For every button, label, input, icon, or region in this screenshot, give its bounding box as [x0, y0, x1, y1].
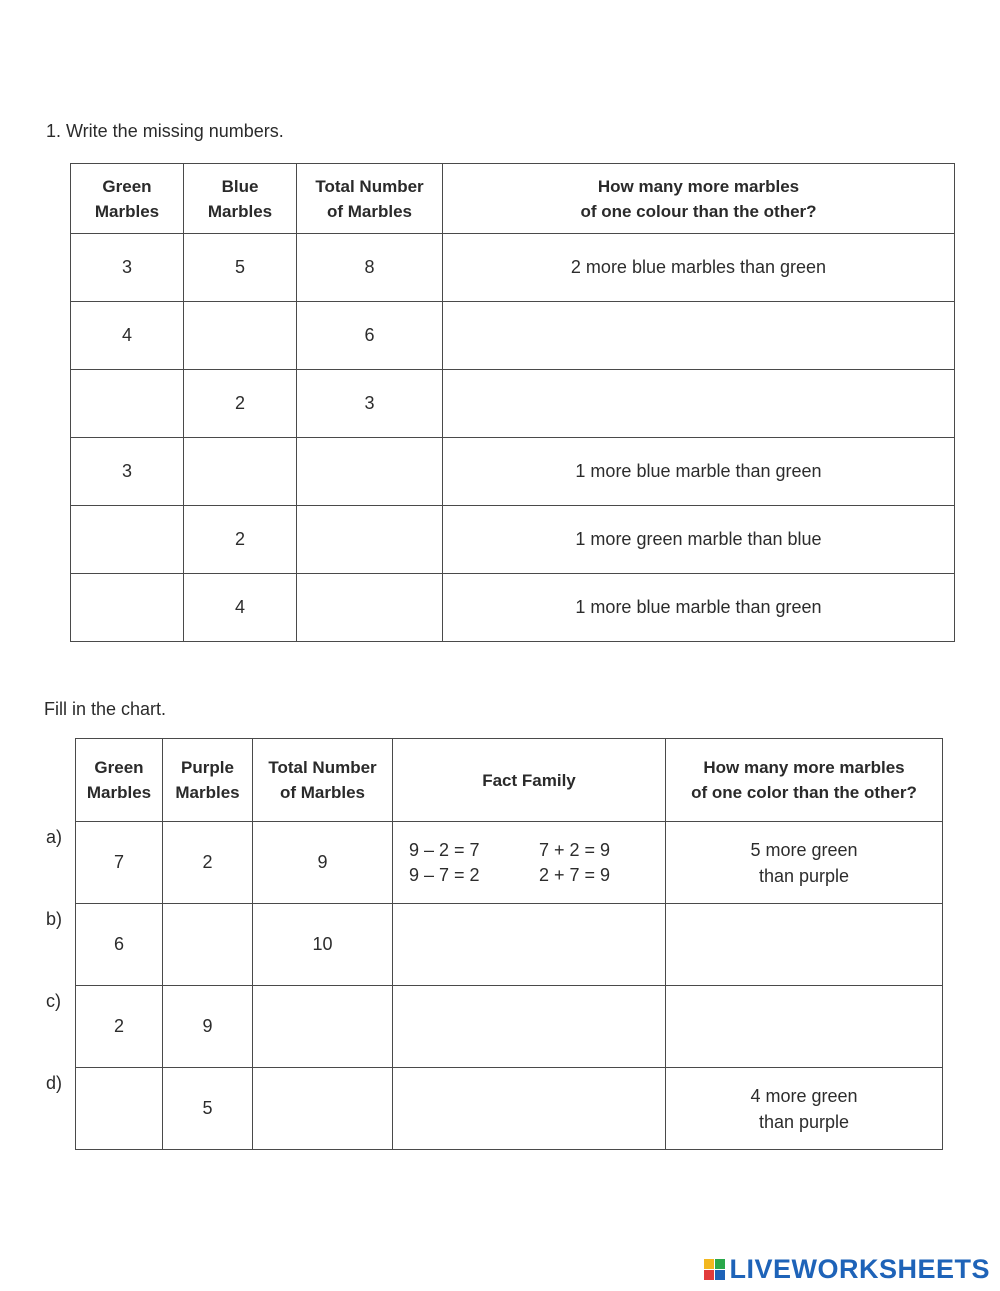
- green-cell[interactable]: [71, 506, 184, 574]
- total-cell[interactable]: [297, 574, 443, 642]
- row-label-a: a): [46, 827, 63, 847]
- header-blue-marbles: Blue Marbles: [184, 164, 297, 234]
- comparison-cell[interactable]: [666, 904, 943, 986]
- header-total-marbles: Total Number of Marbles: [297, 164, 443, 234]
- comparison-line: 5 more green: [750, 839, 858, 860]
- table-row: [76, 822, 943, 904]
- fact-equation: 9 – 2 = 7: [409, 839, 480, 860]
- fact-equation: 7 + 2 = 9: [539, 839, 611, 860]
- comparison-cell[interactable]: [443, 370, 955, 438]
- blue-cell[interactable]: 4: [184, 574, 297, 642]
- comparison-cell[interactable]: [666, 822, 943, 904]
- green-cell[interactable]: 2: [76, 986, 163, 1068]
- blue-cell[interactable]: 2: [184, 370, 297, 438]
- green-cell[interactable]: [71, 574, 184, 642]
- brand-mark-icon: [704, 1259, 725, 1280]
- purple-cell[interactable]: 9: [163, 986, 253, 1068]
- green-cell[interactable]: 3: [71, 438, 184, 506]
- green-cell[interactable]: 4: [71, 302, 184, 370]
- table-row: [71, 438, 955, 506]
- row-label-b: b): [46, 909, 63, 929]
- table-row: [71, 574, 955, 642]
- brand-mark-tile: [704, 1259, 714, 1269]
- section2-heading: Fill in the chart.: [44, 699, 167, 719]
- header-fact-family: Fact Family: [393, 739, 666, 822]
- purple-cell[interactable]: 5: [163, 1068, 253, 1150]
- fact-family-cell[interactable]: [393, 1068, 666, 1150]
- total-cell[interactable]: [253, 1068, 393, 1150]
- liveworksheets-logo: [704, 1254, 990, 1285]
- row-label-c: c): [46, 991, 61, 1011]
- comparison-line: 4 more green: [750, 1085, 858, 1106]
- row-label-d: d): [46, 1073, 63, 1093]
- section1-heading: 1. Write the missing numbers.: [46, 121, 284, 141]
- table-header-row: [71, 164, 955, 234]
- total-cell[interactable]: 10: [253, 904, 393, 986]
- missing-numbers-table: [70, 163, 955, 642]
- header-comparison: How many more marbles of one color than the other?: [666, 739, 943, 822]
- purple-cell[interactable]: [163, 904, 253, 986]
- green-cell[interactable]: 7: [76, 822, 163, 904]
- total-cell[interactable]: [253, 986, 393, 1068]
- fact-equation: 2 + 7 = 9: [539, 864, 611, 885]
- table-header-row: [76, 739, 943, 822]
- total-cell[interactable]: [297, 506, 443, 574]
- header-total-marbles: Total Number of Marbles: [253, 739, 393, 822]
- table-row: [76, 904, 943, 986]
- comparison-cell[interactable]: 1 more blue marble than green: [443, 574, 955, 642]
- total-cell[interactable]: 9: [253, 822, 393, 904]
- table-row: [71, 370, 955, 438]
- comparison-line: than purple: [758, 1111, 850, 1132]
- fill-in-chart-table: [75, 738, 943, 1150]
- green-cell[interactable]: [76, 1068, 163, 1150]
- blue-cell[interactable]: [184, 302, 297, 370]
- comparison-cell[interactable]: 2 more blue marbles than green: [443, 234, 955, 302]
- comparison-cell[interactable]: [666, 986, 943, 1068]
- purple-cell[interactable]: 2: [163, 822, 253, 904]
- green-cell[interactable]: [71, 370, 184, 438]
- brand-mark-tile: [715, 1259, 725, 1269]
- blue-cell[interactable]: [184, 438, 297, 506]
- table-row: [76, 986, 943, 1068]
- table-row: [71, 506, 955, 574]
- comparison-cell[interactable]: 1 more green marble than blue: [443, 506, 955, 574]
- brand-text: LIVEWORKSHEETS: [729, 1254, 990, 1284]
- header-comparison: How many more marbles of one colour than the other?: [443, 164, 955, 234]
- fact-family-cell[interactable]: [393, 904, 666, 986]
- header-purple-marbles: Purple Marbles: [163, 739, 253, 822]
- comparison-cell[interactable]: [443, 302, 955, 370]
- comparison-cell[interactable]: [666, 1068, 943, 1150]
- brand-mark-tile: [704, 1270, 714, 1280]
- table-row: [71, 234, 955, 302]
- total-cell[interactable]: 8: [297, 234, 443, 302]
- green-cell[interactable]: 3: [71, 234, 184, 302]
- table-row: [76, 1068, 943, 1150]
- blue-cell[interactable]: 2: [184, 506, 297, 574]
- comparison-cell[interactable]: 1 more blue marble than green: [443, 438, 955, 506]
- header-green-marbles: Green Marbles: [71, 164, 184, 234]
- green-cell[interactable]: 6: [76, 904, 163, 986]
- fact-family-equations: [393, 840, 665, 886]
- blue-cell[interactable]: 5: [184, 234, 297, 302]
- comparison-line: than purple: [758, 865, 850, 886]
- table-row: [71, 302, 955, 370]
- fact-family-cell[interactable]: [393, 822, 666, 904]
- fact-family-cell[interactable]: [393, 986, 666, 1068]
- total-cell[interactable]: 3: [297, 370, 443, 438]
- header-green-marbles: Green Marbles: [76, 739, 163, 822]
- total-cell[interactable]: 6: [297, 302, 443, 370]
- brand-mark-tile: [715, 1270, 725, 1280]
- fact-equation: 9 – 7 = 2: [409, 864, 480, 885]
- total-cell[interactable]: [297, 438, 443, 506]
